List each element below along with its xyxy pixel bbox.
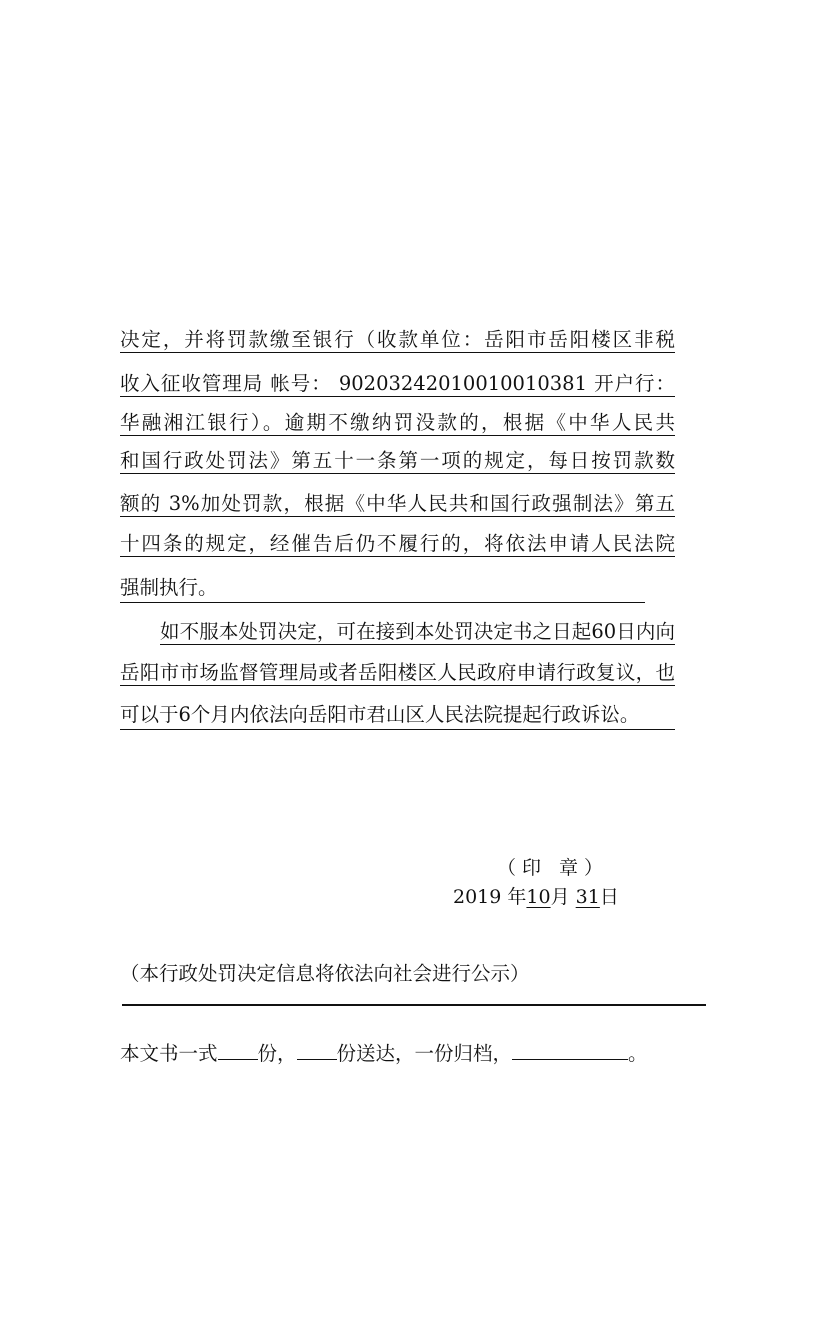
divider-rule (122, 1004, 706, 1006)
date-day-unit: 日 (599, 886, 619, 908)
date-year-unit: 年 (507, 886, 527, 908)
date-day: 31 (575, 886, 600, 908)
date-year: 2019 (453, 886, 502, 908)
body-line-1: 决定，并将罚款缴至银行（收款单位：岳阳市岳阳楼区非税 (120, 328, 675, 351)
copies-part-2: 份， (257, 1042, 297, 1065)
copies-blank-1 (218, 1039, 258, 1060)
body-line-4: 和国行政处罚法》第五十一条第一项的规定，每日按罚款数 (120, 449, 675, 472)
public-notice: （本行政处罚决定信息将依法向社会进行公示） (120, 962, 530, 985)
copies-part-1: 本文书一式 (120, 1042, 218, 1065)
copies-line (120, 1039, 648, 1068)
copies-blank-3 (512, 1039, 628, 1060)
body-line-3: 华融湘江银行）。逾期不缴纳罚没款的，根据《中华人民共 (120, 411, 675, 434)
copies-part-3: 份送达，一份归档， (336, 1042, 513, 1065)
issue-date (453, 884, 619, 910)
copies-part-4: 。 (628, 1042, 648, 1065)
body-line-2: 收入征收管理局 帐号： 90203242010010010381 开户行： (120, 372, 675, 395)
date-month: 10 (526, 886, 551, 908)
body-line-7: 强制执行。 (120, 574, 645, 603)
copies-blank-2 (297, 1039, 337, 1060)
appeal-line-2: 岳阳市市场监督管理局或者岳阳楼区人民政府申请行政复议，也 (120, 661, 675, 684)
body-line-6: 十四条的规定，经催告后仍不履行的，将依法申请人民法院 (120, 532, 675, 555)
seal-placeholder: （印 章） (497, 857, 610, 879)
appeal-line-1: 如不服本处罚决定，可在接到本处罚决定书之日起60日内向 (160, 620, 675, 643)
body-line-5: 额的 3%加处罚款，根据《中华人民共和国行政强制法》第五 (120, 492, 675, 515)
appeal-line-3: 可以于6个月内依法向岳阳市君山区人民法院提起行政诉讼。 (120, 701, 675, 730)
date-month-unit: 月 (550, 886, 570, 908)
